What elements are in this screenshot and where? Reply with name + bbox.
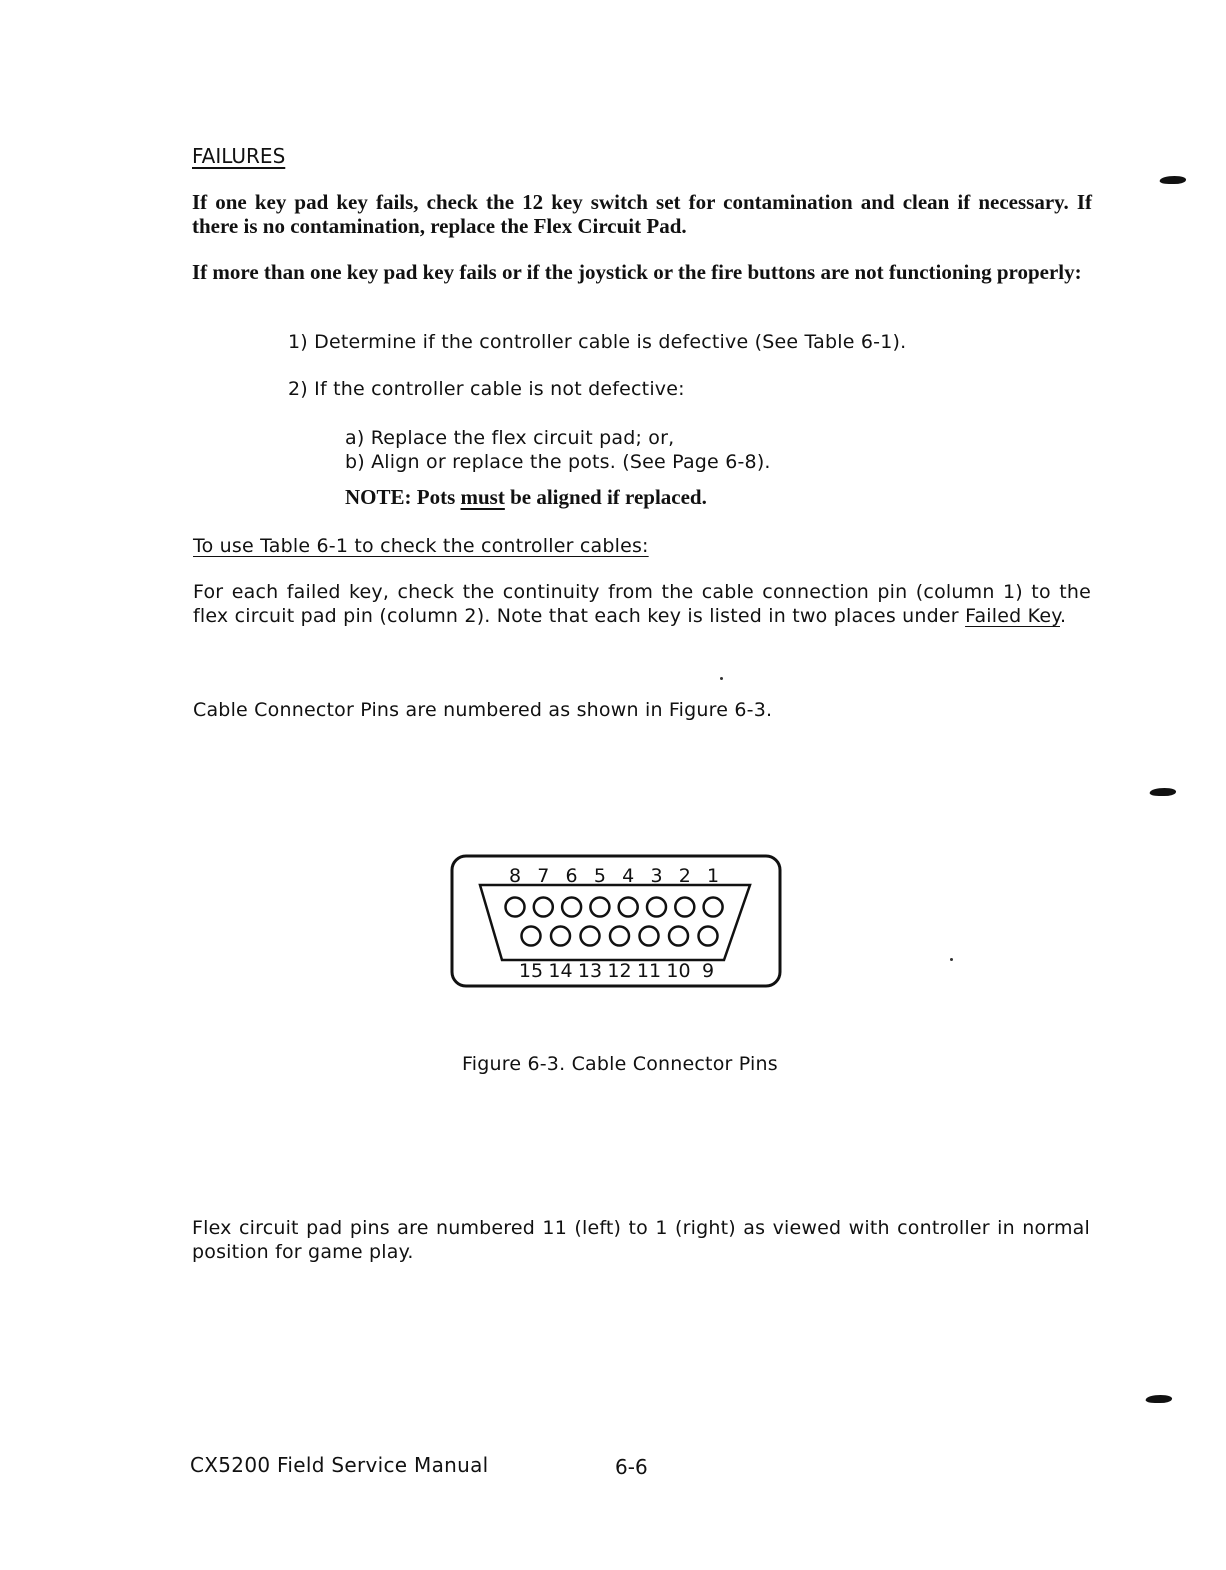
continuity-check-end: . (1059, 605, 1067, 627)
pin-label-11: 11 (636, 960, 662, 982)
pin-hole-14 (551, 927, 570, 946)
pin-hole-15 (522, 927, 541, 946)
connector-shell (480, 885, 750, 960)
table-usage-heading: To use Table 6-1 to check the controller cables: (193, 535, 649, 557)
pin-label-13: 13 (577, 960, 603, 982)
multi-key-failure-paragraph: If more than one key pad key fails or if the joystick or the fire buttons are not functioning properly: (192, 260, 1082, 284)
pin-hole-6 (562, 898, 581, 917)
pin-label-1: 1 (707, 865, 720, 887)
edge-mark (1149, 788, 1178, 796)
pin-hole-2 (675, 898, 694, 917)
pin-label-9: 9 (701, 960, 715, 982)
pin-label-6: 6 (565, 865, 578, 887)
pin-hole-8 (506, 898, 525, 917)
footer-page-number: 6-6 (615, 1455, 648, 1479)
step-2: 2) If the controller cable is not defective: (288, 378, 685, 400)
pin-hole-4 (619, 898, 638, 917)
pin-hole-10 (669, 927, 688, 946)
pin-label-4: 4 (622, 865, 635, 887)
cable-connector-diagram (448, 852, 784, 992)
pin-label-8: 8 (508, 865, 522, 887)
edge-mark (1159, 176, 1188, 184)
pin-label-10: 10 (666, 960, 691, 982)
note-emphasis: must (460, 485, 505, 509)
edge-mark (1145, 1395, 1174, 1403)
speck (950, 958, 953, 961)
pin-hole-13 (581, 927, 600, 946)
continuity-check-paragraph (193, 580, 1091, 628)
step-1: 1) Determine if the controller cable is defective (See Table 6-1). (288, 331, 907, 353)
pin-hole-11 (640, 927, 659, 946)
flex-pad-note: Flex circuit pad pins are numbered 11 (left) to 1 (right) as viewed with controller in normal position for game play. (192, 1217, 1090, 1263)
pots-note (345, 485, 707, 510)
continuity-check-body: For each failed key, check the continuity from the cable connection pin (column 1) to the flex circuit pad pin (column 2). Note that each key is listed in two places under (193, 581, 1091, 627)
pin-label-3: 3 (650, 865, 663, 887)
substep-a: a) Replace the flex circuit pad; or, (345, 427, 675, 449)
pin-label-7: 7 (537, 865, 550, 887)
note-suffix: be aligned if replaced. (504, 485, 707, 509)
note-prefix: NOTE: Pots (345, 485, 461, 509)
single-key-failure-paragraph: If one key pad key fails, check the 12 key switch set for contamination and clean if necessary. If there is no contamination, replace the Flex Circuit Pad. (192, 190, 1092, 238)
substep-b: b) Align or replace the pots. (See Page 6-8). (345, 451, 771, 473)
pin-hole-9 (699, 927, 718, 946)
pin-label-2: 2 (678, 865, 691, 887)
pin-hole-5 (590, 898, 609, 917)
pin-label-14: 14 (548, 960, 573, 982)
speck (720, 677, 723, 680)
pin-label-5: 5 (593, 865, 606, 887)
pin-label-15: 15 (518, 960, 544, 982)
section-heading: FAILURES (192, 144, 286, 168)
figure-caption: Figure 6-3. Cable Connector Pins (462, 1053, 778, 1075)
pin-hole-3 (647, 898, 666, 917)
connector-intro: Cable Connector Pins are numbered as shown in Figure 6-3. (193, 699, 773, 721)
pin-hole-12 (610, 927, 629, 946)
footer-manual-title: CX5200 Field Service Manual (190, 1453, 489, 1477)
pin-label-12: 12 (607, 960, 632, 982)
failed-key-reference: Failed Key (965, 605, 1060, 627)
pin-hole-1 (704, 898, 723, 917)
pin-hole-7 (534, 898, 553, 917)
